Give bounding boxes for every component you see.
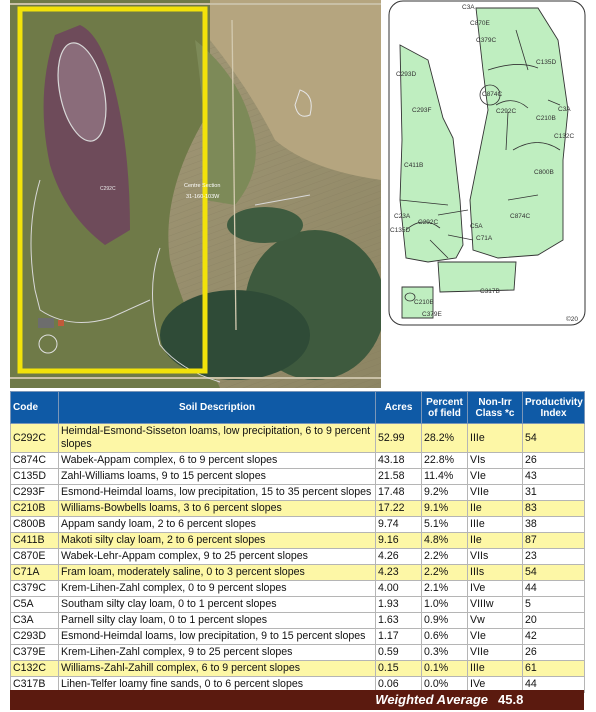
map-label-c800b: C800B (534, 169, 554, 176)
soil-table (10, 391, 585, 693)
cell-productivity: 23 (523, 549, 585, 565)
header-percent-of-field: Percent of field (422, 392, 468, 424)
cell-acres: 4.23 (376, 565, 422, 581)
table-row (11, 645, 585, 661)
cell-percent: 2.1% (422, 581, 468, 597)
cell-acres: 52.99 (376, 424, 422, 453)
cell-percent: 9.2% (422, 485, 468, 501)
cell-class: Vw (468, 613, 523, 629)
weighted-average-label: Weighted Average (375, 692, 488, 707)
cell-percent: 2.2% (422, 565, 468, 581)
cell-class: VIs (468, 453, 523, 469)
cell-productivity: 44 (523, 581, 585, 597)
cell-productivity: 5 (523, 597, 585, 613)
cell-percent: 28.2% (422, 424, 468, 453)
cell-acres: 1.93 (376, 597, 422, 613)
cell-class: VIIIw (468, 597, 523, 613)
cell-description: Williams-Zahl-Zahill complex, 6 to 9 percent slopes (59, 661, 376, 677)
cell-code: C292C (11, 424, 59, 453)
cell-code: C379C (11, 581, 59, 597)
table-row (11, 485, 585, 501)
cell-acres: 0.15 (376, 661, 422, 677)
cell-class: IIIe (468, 661, 523, 677)
cell-productivity: 31 (523, 485, 585, 501)
cell-code: C293F (11, 485, 59, 501)
map-label-c210b: C210B (536, 115, 556, 122)
table-row (11, 533, 585, 549)
cell-productivity: 26 (523, 453, 585, 469)
header-code: Code (11, 392, 59, 424)
header-non-irr-class: Non-Irr Class *c (468, 392, 523, 424)
cell-acres: 43.18 (376, 453, 422, 469)
table-row (11, 501, 585, 517)
cell-description: Southam silty clay loam, 0 to 1 percent slopes (59, 597, 376, 613)
cell-class: VIIe (468, 485, 523, 501)
cell-class: IVe (468, 581, 523, 597)
cell-productivity: 83 (523, 501, 585, 517)
cell-class: IVe (468, 677, 523, 693)
cell-percent: 0.6% (422, 629, 468, 645)
map-label-c317b: C317B (480, 288, 500, 295)
cell-description: Esmond-Heimdal loams, low precipitation, 9 to 15 percent slopes (59, 629, 376, 645)
cell-acres: 0.59 (376, 645, 422, 661)
cell-class: VIe (468, 629, 523, 645)
table-row (11, 453, 585, 469)
cell-productivity: 20 (523, 613, 585, 629)
weighted-average-value: 45.8 (498, 692, 524, 707)
table-row (11, 469, 585, 485)
cell-class: IIIs (468, 565, 523, 581)
map-label-c874c-top: C874C (482, 91, 503, 98)
cell-description: Heimdal-Esmond-Sisseton loams, low precipitation, 6 to 9 percent slopes (59, 424, 376, 453)
cell-class: VIIs (468, 549, 523, 565)
map-label-c3a-right: C3A (558, 106, 571, 113)
cell-acres: 4.00 (376, 581, 422, 597)
cell-acres: 9.16 (376, 533, 422, 549)
cell-code: C132C (11, 661, 59, 677)
table-row (11, 613, 585, 629)
cell-percent: 2.2% (422, 549, 468, 565)
map-label-c71a: C71A (476, 235, 493, 242)
cell-description: Appam sandy loam, 2 to 6 percent slopes (59, 517, 376, 533)
cell-code: C3A (11, 613, 59, 629)
map-copyright: ©20 (566, 316, 579, 323)
map-label-c292c-bottom: C292C (418, 219, 439, 226)
cell-percent: 22.8% (422, 453, 468, 469)
cell-code: C71A (11, 565, 59, 581)
cell-acres: 17.48 (376, 485, 422, 501)
cell-description: Fram loam, moderately saline, 0 to 3 percent slopes (59, 565, 376, 581)
cell-percent: 4.8% (422, 533, 468, 549)
map-label-c411b: C411B (404, 162, 424, 169)
weighted-average-bar (10, 690, 584, 710)
cell-code: C411B (11, 533, 59, 549)
table-row (11, 517, 585, 533)
aerial-label-centre-section: Centre Section (184, 183, 221, 189)
cell-description: Williams-Bowbells loams, 3 to 6 percent slopes (59, 501, 376, 517)
cell-code: C800B (11, 517, 59, 533)
map-label-c874c-bottom: C874C (510, 213, 531, 220)
cell-acres: 17.22 (376, 501, 422, 517)
cell-productivity: 44 (523, 677, 585, 693)
aerial-photo (10, 0, 381, 388)
map-label-c293f: C293F (412, 107, 432, 114)
cell-productivity: 43 (523, 469, 585, 485)
map-label-c3a-top: C3A (462, 4, 475, 11)
cell-code: C293D (11, 629, 59, 645)
cell-acres: 9.74 (376, 517, 422, 533)
header-productivity-index: Productivity Index (523, 392, 585, 424)
cell-class: IIe (468, 533, 523, 549)
cell-productivity: 38 (523, 517, 585, 533)
aerial-label-section-id: 31-160-103W (186, 194, 220, 200)
cell-class: IIe (468, 501, 523, 517)
table-header-row (11, 392, 585, 424)
header-soil-description: Soil Description (59, 392, 376, 424)
table-row (11, 549, 585, 565)
cell-description: Lihen-Telfer loamy fine sands, 0 to 6 percent slopes (59, 677, 376, 693)
cell-class: IIIe (468, 424, 523, 453)
cell-percent: 9.1% (422, 501, 468, 517)
cell-percent: 0.1% (422, 661, 468, 677)
cell-description: Krem-Lihen-Zahl complex, 9 to 25 percent slopes (59, 645, 376, 661)
cell-code: C317B (11, 677, 59, 693)
cell-productivity: 26 (523, 645, 585, 661)
map-label-c23a: C23A (394, 213, 411, 220)
cell-code: C135D (11, 469, 59, 485)
map-label-c292c-mid: C292C (496, 108, 517, 115)
map-label-c210b-bottom: C210B (414, 299, 434, 306)
cell-code: C5A (11, 597, 59, 613)
cell-description: Wabek-Appam complex, 6 to 9 percent slopes (59, 453, 376, 469)
cell-description: Zahl-Williams loams, 9 to 15 percent slopes (59, 469, 376, 485)
header-acres: Acres (376, 392, 422, 424)
cell-productivity: 87 (523, 533, 585, 549)
cell-acres: 21.58 (376, 469, 422, 485)
cell-class: VIIe (468, 645, 523, 661)
table-row (11, 597, 585, 613)
cell-code: C870E (11, 549, 59, 565)
map-label-c293d: C293D (396, 71, 417, 78)
cell-description: Parnell silty clay loam, 0 to 1 percent slopes (59, 613, 376, 629)
cell-productivity: 61 (523, 661, 585, 677)
table-row (11, 629, 585, 645)
map-label-c870e: C870E (470, 20, 490, 27)
cell-acres: 1.17 (376, 629, 422, 645)
cell-code: C379E (11, 645, 59, 661)
aerial-label-wetland: C292C (100, 186, 116, 192)
map-label-c132c: C132C (554, 133, 575, 140)
map-label-c135d-top: C135D (536, 59, 557, 66)
cell-productivity: 42 (523, 629, 585, 645)
cell-percent: 5.1% (422, 517, 468, 533)
cell-acres: 1.63 (376, 613, 422, 629)
table-row (11, 424, 585, 453)
cell-acres: 4.26 (376, 549, 422, 565)
cell-description: Makoti silty clay loam, 2 to 6 percent slopes (59, 533, 376, 549)
cell-productivity: 54 (523, 565, 585, 581)
cell-percent: 1.0% (422, 597, 468, 613)
table-row (11, 661, 585, 677)
cell-percent: 0.0% (422, 677, 468, 693)
map-label-c379c: C379C (476, 37, 497, 44)
cell-description: Krem-Lihen-Zahl complex, 0 to 9 percent slopes (59, 581, 376, 597)
cell-class: IIIe (468, 517, 523, 533)
cell-productivity: 54 (523, 424, 585, 453)
cell-percent: 11.4% (422, 469, 468, 485)
map-label-c135d-bottom: C135D (390, 227, 411, 234)
cell-code: C874C (11, 453, 59, 469)
cell-description: Wabek-Lehr-Appam complex, 9 to 25 percent slopes (59, 549, 376, 565)
soil-map (388, 0, 586, 326)
map-label-c5a: C5A (470, 223, 483, 230)
cell-acres: 0.06 (376, 677, 422, 693)
cell-percent: 0.3% (422, 645, 468, 661)
table-row (11, 565, 585, 581)
cell-code: C210B (11, 501, 59, 517)
cell-description: Esmond-Heimdal loams, low precipitation, 15 to 35 percent slopes (59, 485, 376, 501)
map-label-c379e: C379E (422, 311, 442, 318)
cell-percent: 0.9% (422, 613, 468, 629)
table-row (11, 581, 585, 597)
cell-class: VIe (468, 469, 523, 485)
